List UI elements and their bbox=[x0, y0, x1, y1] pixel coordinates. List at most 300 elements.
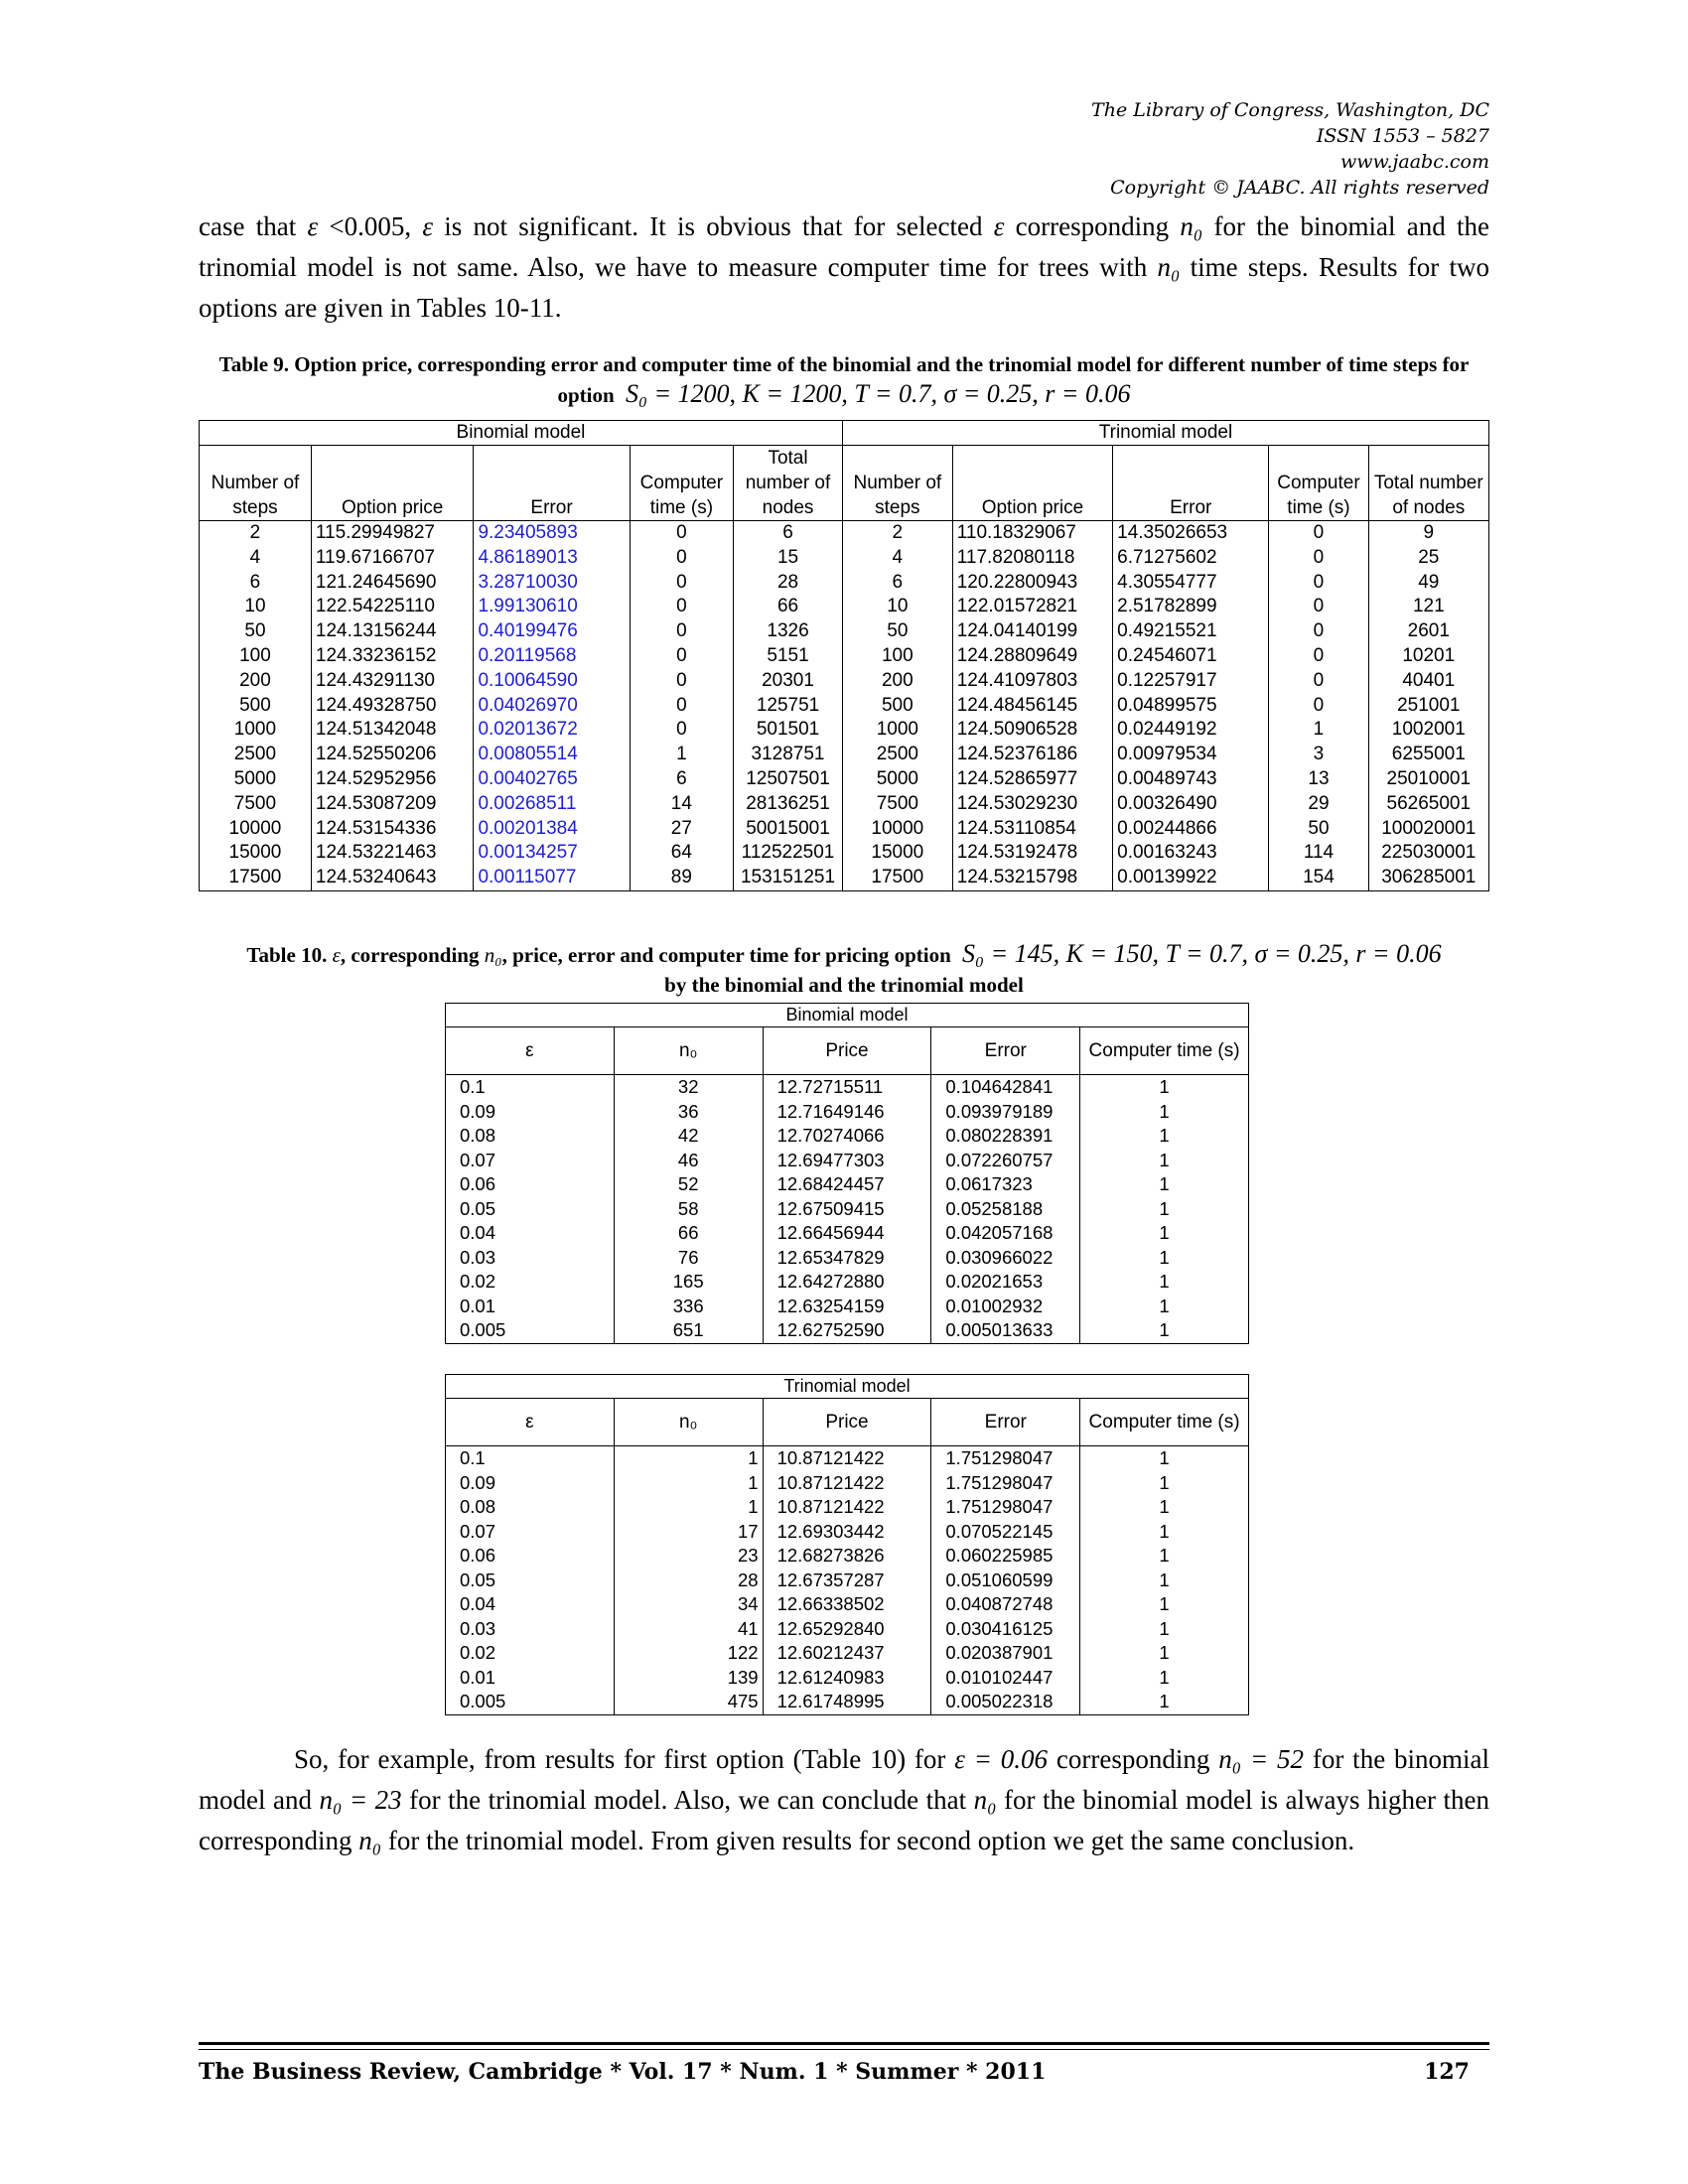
table-cell: 0.00326490 bbox=[1113, 792, 1269, 817]
text-run: for the binomial and the trinomial model is not same. Also, we have to measure computer time for trees with bbox=[199, 211, 1489, 282]
table-row bbox=[446, 1318, 1249, 1343]
table-cell: 1 bbox=[1080, 1690, 1249, 1714]
table-cell: 1 bbox=[1080, 1197, 1249, 1222]
table-cell: 0 bbox=[1269, 595, 1368, 619]
table-row bbox=[446, 1495, 1249, 1520]
table-row bbox=[200, 521, 1489, 546]
table-cell: 0.06 bbox=[446, 1172, 615, 1197]
table-cell: 0.04026970 bbox=[474, 694, 630, 719]
table-cell: 4 bbox=[842, 546, 952, 571]
table-cell: 0.03 bbox=[446, 1617, 615, 1642]
table-cell: 0.005013633 bbox=[931, 1318, 1080, 1343]
table-cell: 12.64272880 bbox=[763, 1270, 931, 1295]
table-cell: 0.060225985 bbox=[931, 1544, 1080, 1569]
table-cell: 2 bbox=[200, 521, 312, 546]
table-cell: 124.52376186 bbox=[952, 743, 1112, 767]
table9-column-header: Option price bbox=[311, 446, 474, 521]
table-row bbox=[446, 1075, 1249, 1100]
table-cell: 9.23405893 bbox=[474, 521, 630, 546]
table-cell: 1 bbox=[1080, 1446, 1249, 1471]
table-cell: 501501 bbox=[734, 718, 843, 743]
table9-column-header: Total number of nodes bbox=[1368, 446, 1488, 521]
table-cell: 12.70274066 bbox=[763, 1124, 931, 1149]
table-cell: 12.67357287 bbox=[763, 1569, 931, 1593]
table-cell: 0.070522145 bbox=[931, 1520, 1080, 1545]
table-cell: 1 bbox=[1080, 1221, 1249, 1246]
table-cell: 119.67166707 bbox=[311, 546, 474, 571]
table-cell: 27 bbox=[630, 817, 733, 842]
table-cell: 2500 bbox=[842, 743, 952, 767]
table-cell: 17500 bbox=[200, 866, 312, 890]
table-cell: 4.30554777 bbox=[1113, 571, 1269, 596]
table-cell: 15000 bbox=[842, 841, 952, 866]
table-row bbox=[446, 1100, 1249, 1125]
table-cell: 251001 bbox=[1368, 694, 1488, 719]
text-run: corresponding bbox=[1048, 1744, 1219, 1774]
table-cell: 58 bbox=[614, 1197, 763, 1222]
table-cell: 2601 bbox=[1368, 619, 1488, 644]
trinomial-column-header: Computer time (s) bbox=[1080, 1399, 1249, 1446]
footer-rule-thin bbox=[199, 2049, 1489, 2050]
table-cell: 1.99130610 bbox=[474, 595, 630, 619]
table-cell: 0.24546071 bbox=[1113, 644, 1269, 669]
table-cell: 15 bbox=[734, 546, 843, 571]
table9-group-binomial: Binomial model bbox=[200, 421, 843, 446]
table10-caption-text: , price, error and computer time for pricing option bbox=[501, 943, 951, 967]
math-n0: n₀ bbox=[1180, 211, 1203, 241]
math-inline: n₀ = 23 bbox=[319, 1785, 402, 1815]
binomial-column-header: Price bbox=[763, 1027, 931, 1075]
table-cell: 20301 bbox=[734, 669, 843, 694]
table-row bbox=[200, 644, 1489, 669]
table-cell: 1 bbox=[1080, 1592, 1249, 1617]
table-cell: 10000 bbox=[200, 817, 312, 842]
table-cell: 28 bbox=[614, 1569, 763, 1593]
header-line-3: www.jaabc.com bbox=[1339, 151, 1489, 173]
table-cell: 124.52865977 bbox=[952, 767, 1112, 792]
table-cell: 0.00268511 bbox=[474, 792, 630, 817]
table-cell: 1 bbox=[1080, 1100, 1249, 1125]
table-cell: 139 bbox=[614, 1666, 763, 1691]
table-cell: 0.04 bbox=[446, 1592, 615, 1617]
table-cell: 0.1 bbox=[446, 1075, 615, 1100]
table-cell: 0 bbox=[630, 694, 733, 719]
table-cell: 0 bbox=[630, 546, 733, 571]
table-cell: 12.62752590 bbox=[763, 1318, 931, 1343]
table-row bbox=[446, 1149, 1249, 1173]
trinomial-column-header: Price bbox=[763, 1399, 931, 1446]
table10-caption-line2: by the binomial and the trinomial model bbox=[664, 973, 1024, 997]
table-cell: 124.41097803 bbox=[952, 669, 1112, 694]
table-cell: 14.35026653 bbox=[1113, 521, 1269, 546]
math-inline: n₀ bbox=[358, 1826, 382, 1855]
table-cell: 34 bbox=[614, 1592, 763, 1617]
table-cell: 124.28809649 bbox=[952, 644, 1112, 669]
table-cell: 124.53215798 bbox=[952, 866, 1112, 890]
table-cell: 100020001 bbox=[1368, 817, 1488, 842]
table-cell: 89 bbox=[630, 866, 733, 890]
table-row bbox=[446, 1446, 1249, 1471]
table10-caption-text: , corresponding bbox=[340, 943, 480, 967]
table-cell: 13 bbox=[1269, 767, 1368, 792]
table-cell: 12.72715511 bbox=[763, 1075, 931, 1100]
table-cell: 306285001 bbox=[1368, 866, 1488, 890]
table-cell: 1 bbox=[1080, 1246, 1249, 1271]
table-cell: 9 bbox=[1368, 521, 1488, 546]
table-cell: 29 bbox=[1269, 792, 1368, 817]
table-cell: 1 bbox=[1080, 1172, 1249, 1197]
table-row bbox=[446, 1221, 1249, 1246]
table-cell: 41 bbox=[614, 1617, 763, 1642]
table9-column-header: Option price bbox=[952, 446, 1112, 521]
table-cell: 110.18329067 bbox=[952, 521, 1112, 546]
table-cell: 14 bbox=[630, 792, 733, 817]
table-cell: 6 bbox=[842, 571, 952, 596]
table-cell: 0.12257917 bbox=[1113, 669, 1269, 694]
math-n0: n₀ bbox=[484, 943, 502, 967]
table-cell: 1 bbox=[614, 1471, 763, 1496]
table-cell: 49 bbox=[1368, 571, 1488, 596]
table-cell: 66 bbox=[734, 595, 843, 619]
table-cell: 1 bbox=[1080, 1270, 1249, 1295]
math-epsilon: ε bbox=[993, 211, 1005, 241]
table-cell: 2500 bbox=[200, 743, 312, 767]
table-cell: 4.86189013 bbox=[474, 546, 630, 571]
table-cell: 124.43291130 bbox=[311, 669, 474, 694]
text-run: So, for example, from results for first option (Table 10) for bbox=[294, 1744, 955, 1774]
table-cell: 0.10064590 bbox=[474, 669, 630, 694]
binomial-model-title: Binomial model bbox=[446, 1004, 1249, 1027]
table-cell: 0 bbox=[630, 571, 733, 596]
table-cell: 3128751 bbox=[734, 743, 843, 767]
table9-column-header: Error bbox=[1113, 446, 1269, 521]
header-line-2: ISSN 1553 – 5827 bbox=[1316, 125, 1489, 147]
table-cell: 17500 bbox=[842, 866, 952, 890]
table-cell: 500 bbox=[842, 694, 952, 719]
table-cell: 6 bbox=[200, 571, 312, 596]
table-cell: 121 bbox=[1368, 595, 1488, 619]
table9-caption bbox=[199, 349, 1489, 410]
table-row bbox=[446, 1592, 1249, 1617]
table-row bbox=[446, 1172, 1249, 1197]
table-cell: 200 bbox=[200, 669, 312, 694]
table-cell: 0.02021653 bbox=[931, 1270, 1080, 1295]
table10-caption-label: Table 10. bbox=[246, 943, 328, 967]
table-cell: 0.00805514 bbox=[474, 743, 630, 767]
table-cell: 124.53087209 bbox=[311, 792, 474, 817]
table10-formula: S₀ = 145, K = 150, T = 0.7, σ = 0.25, r = 0.06 bbox=[962, 939, 1442, 968]
table-cell: 112522501 bbox=[734, 841, 843, 866]
table-cell: 12.68273826 bbox=[763, 1544, 931, 1569]
table-cell: 124.51342048 bbox=[311, 718, 474, 743]
table-cell: 1 bbox=[1080, 1295, 1249, 1319]
table-cell: 1 bbox=[1080, 1641, 1249, 1666]
table-cell: 50015001 bbox=[734, 817, 843, 842]
table-cell: 124.52550206 bbox=[311, 743, 474, 767]
table-cell: 0.08 bbox=[446, 1495, 615, 1520]
table-cell: 0.00979534 bbox=[1113, 743, 1269, 767]
table-cell: 0 bbox=[1269, 644, 1368, 669]
table-cell: 124.53029230 bbox=[952, 792, 1112, 817]
table-cell: 3.28710030 bbox=[474, 571, 630, 596]
table-row bbox=[446, 1295, 1249, 1319]
table-cell: 0.02013672 bbox=[474, 718, 630, 743]
table-cell: 0.02449192 bbox=[1113, 718, 1269, 743]
table9-column-header: Computer time (s) bbox=[1269, 446, 1368, 521]
text-run: corresponding bbox=[1004, 211, 1181, 241]
header-line-4: Copyright © JAABC. All rights reserved bbox=[1110, 177, 1489, 199]
text-run: for the binomial model and bbox=[199, 1744, 1490, 1815]
table-row bbox=[446, 1617, 1249, 1642]
table-cell: 100 bbox=[842, 644, 952, 669]
table-cell: 0 bbox=[1269, 546, 1368, 571]
table-cell: 0.09 bbox=[446, 1100, 615, 1125]
table-cell: 1 bbox=[1080, 1124, 1249, 1149]
table-row bbox=[446, 1246, 1249, 1271]
table-cell: 124.48456145 bbox=[952, 694, 1112, 719]
table-cell: 0.00163243 bbox=[1113, 841, 1269, 866]
table-cell: 122.01572821 bbox=[952, 595, 1112, 619]
page-footer bbox=[199, 2059, 1489, 2085]
table-cell: 10201 bbox=[1368, 644, 1488, 669]
table-cell: 10.87121422 bbox=[763, 1495, 931, 1520]
table-cell: 0.042057168 bbox=[931, 1221, 1080, 1246]
trinomial-column-header: Error bbox=[931, 1399, 1080, 1446]
table-cell: 0.01 bbox=[446, 1295, 615, 1319]
table-cell: 1 bbox=[1080, 1149, 1249, 1173]
table-cell: 124.50906528 bbox=[952, 718, 1112, 743]
table-cell: 500 bbox=[200, 694, 312, 719]
table-cell: 0.005 bbox=[446, 1690, 615, 1714]
table-cell: 0.05 bbox=[446, 1569, 615, 1593]
table-cell: 1 bbox=[614, 1446, 763, 1471]
table-cell: 0 bbox=[630, 644, 733, 669]
paragraph-conclusion bbox=[199, 1739, 1489, 1861]
table-cell: 23 bbox=[614, 1544, 763, 1569]
table-row bbox=[200, 669, 1489, 694]
table-cell: 64 bbox=[630, 841, 733, 866]
table-cell: 7500 bbox=[842, 792, 952, 817]
table-cell: 0 bbox=[630, 669, 733, 694]
table-row bbox=[200, 841, 1489, 866]
table-cell: 0.04 bbox=[446, 1221, 615, 1246]
table-cell: 0.05258188 bbox=[931, 1197, 1080, 1222]
table-cell: 0 bbox=[630, 521, 733, 546]
table-cell: 17 bbox=[614, 1520, 763, 1545]
table-cell: 0.00134257 bbox=[474, 841, 630, 866]
table-cell: 124.04140199 bbox=[952, 619, 1112, 644]
table-cell: 153151251 bbox=[734, 866, 843, 890]
table-cell: 0.00139922 bbox=[1113, 866, 1269, 890]
table-cell: 12.63254159 bbox=[763, 1295, 931, 1319]
table-cell: 0.040872748 bbox=[931, 1592, 1080, 1617]
binomial-column-header: Computer time (s) bbox=[1080, 1027, 1249, 1075]
table-row bbox=[200, 619, 1489, 644]
header-line-1: The Library of Congress, Washington, DC bbox=[1091, 99, 1489, 121]
table-cell: 1 bbox=[1080, 1544, 1249, 1569]
table-cell: 12.61748995 bbox=[763, 1690, 931, 1714]
table-cell: 0 bbox=[1269, 521, 1368, 546]
journal-header bbox=[1091, 97, 1489, 201]
table-cell: 12.68424457 bbox=[763, 1172, 931, 1197]
table-row bbox=[200, 595, 1489, 619]
table-cell: 50 bbox=[842, 619, 952, 644]
text-run: is not significant. It is obvious that for selected bbox=[433, 211, 994, 241]
table-cell: 3 bbox=[1269, 743, 1368, 767]
table-cell: 1002001 bbox=[1368, 718, 1488, 743]
table-cell: 0 bbox=[1269, 571, 1368, 596]
table10-caption bbox=[199, 939, 1489, 1000]
math-epsilon: ε bbox=[332, 943, 341, 967]
table-row bbox=[200, 694, 1489, 719]
table9-column-header: Total number of nodes bbox=[734, 446, 843, 521]
table-cell: 651 bbox=[614, 1318, 763, 1343]
table-cell: 12507501 bbox=[734, 767, 843, 792]
table-cell: 0.051060599 bbox=[931, 1569, 1080, 1593]
table-cell: 1.751298047 bbox=[931, 1471, 1080, 1496]
table9-column-header: Computer time (s) bbox=[630, 446, 733, 521]
table-cell: 42 bbox=[614, 1124, 763, 1149]
table-cell: 25 bbox=[1368, 546, 1488, 571]
table-cell: 1 bbox=[1080, 1520, 1249, 1545]
table-cell: 124.53192478 bbox=[952, 841, 1112, 866]
table-cell: 1 bbox=[630, 743, 733, 767]
table-cell: 0 bbox=[1269, 694, 1368, 719]
table-cell: 1000 bbox=[200, 718, 312, 743]
table-cell: 6 bbox=[630, 767, 733, 792]
table-cell: 0.020387901 bbox=[931, 1641, 1080, 1666]
paragraph-intro bbox=[199, 206, 1489, 329]
table-cell: 10 bbox=[200, 595, 312, 619]
table9-column-header: Number of steps bbox=[842, 446, 952, 521]
table-cell: 1 bbox=[1080, 1318, 1249, 1343]
page-number: 127 bbox=[1424, 2059, 1470, 2085]
table-cell: 5151 bbox=[734, 644, 843, 669]
table-row bbox=[200, 792, 1489, 817]
table-cell: 0 bbox=[630, 595, 733, 619]
trinomial-column-header: n₀ bbox=[614, 1399, 763, 1446]
table-cell: 10 bbox=[842, 595, 952, 619]
table-cell: 28 bbox=[734, 571, 843, 596]
table-cell: 336 bbox=[614, 1295, 763, 1319]
table-row bbox=[200, 866, 1489, 890]
table-cell: 0.05 bbox=[446, 1197, 615, 1222]
table-cell: 0.093979189 bbox=[931, 1100, 1080, 1125]
table-cell: 0.08 bbox=[446, 1124, 615, 1149]
table-cell: 120.22800943 bbox=[952, 571, 1112, 596]
table-cell: 475 bbox=[614, 1690, 763, 1714]
table-row bbox=[200, 546, 1489, 571]
table-cell: 12.67509415 bbox=[763, 1197, 931, 1222]
table10-binomial bbox=[445, 1003, 1249, 1344]
table-cell: 32 bbox=[614, 1075, 763, 1100]
table-cell: 0.20119568 bbox=[474, 644, 630, 669]
text-run: for the binomial model is always higher then corresponding bbox=[199, 1785, 1489, 1855]
math-epsilon: ε bbox=[307, 211, 319, 241]
table-cell: 122 bbox=[614, 1641, 763, 1666]
table-row bbox=[200, 718, 1489, 743]
table-cell: 1 bbox=[1080, 1075, 1249, 1100]
table-cell: 1 bbox=[1080, 1495, 1249, 1520]
table-cell: 15000 bbox=[200, 841, 312, 866]
table9-column-header: Error bbox=[474, 446, 630, 521]
table10-trinomial bbox=[445, 1374, 1249, 1715]
table-cell: 6.71275602 bbox=[1113, 546, 1269, 571]
table-cell: 122.54225110 bbox=[311, 595, 474, 619]
table-cell: 0.07 bbox=[446, 1149, 615, 1173]
text-run: for the trinomial model. Also, we can conclude that bbox=[401, 1785, 974, 1815]
table-cell: 117.82080118 bbox=[952, 546, 1112, 571]
table-cell: 10.87121422 bbox=[763, 1446, 931, 1471]
table-cell: 0.00115077 bbox=[474, 866, 630, 890]
trinomial-model-title: Trinomial model bbox=[446, 1375, 1249, 1399]
table-cell: 125751 bbox=[734, 694, 843, 719]
table-row bbox=[446, 1197, 1249, 1222]
binomial-column-header: n₀ bbox=[614, 1027, 763, 1075]
table-cell: 36 bbox=[614, 1100, 763, 1125]
table-cell: 124.49328750 bbox=[311, 694, 474, 719]
table-cell: 46 bbox=[614, 1149, 763, 1173]
table-cell: 66 bbox=[614, 1221, 763, 1246]
table-cell: 100 bbox=[200, 644, 312, 669]
table-cell: 0.080228391 bbox=[931, 1124, 1080, 1149]
table-cell: 12.69477303 bbox=[763, 1149, 931, 1173]
table-cell: 0.005022318 bbox=[931, 1690, 1080, 1714]
table-cell: 6 bbox=[734, 521, 843, 546]
table-row bbox=[200, 743, 1489, 767]
table-row bbox=[446, 1569, 1249, 1593]
table-cell: 0.00489743 bbox=[1113, 767, 1269, 792]
table-cell: 124.53110854 bbox=[952, 817, 1112, 842]
table-cell: 12.60212437 bbox=[763, 1641, 931, 1666]
table-cell: 0.03 bbox=[446, 1246, 615, 1271]
table-cell: 52 bbox=[614, 1172, 763, 1197]
table-cell: 10.87121422 bbox=[763, 1471, 931, 1496]
table-cell: 50 bbox=[200, 619, 312, 644]
table-cell: 1326 bbox=[734, 619, 843, 644]
table-cell: 1 bbox=[614, 1495, 763, 1520]
table-cell: 0.00201384 bbox=[474, 817, 630, 842]
table-cell: 124.53154336 bbox=[311, 817, 474, 842]
math-inline: n₀ bbox=[973, 1785, 997, 1815]
table-row bbox=[446, 1690, 1249, 1714]
table-cell: 10000 bbox=[842, 817, 952, 842]
math-n0: n₀ bbox=[1157, 252, 1181, 282]
table-cell: 6255001 bbox=[1368, 743, 1488, 767]
table-cell: 2.51782899 bbox=[1113, 595, 1269, 619]
table-cell: 154 bbox=[1269, 866, 1368, 890]
table-row bbox=[446, 1471, 1249, 1496]
table-cell: 0.030966022 bbox=[931, 1246, 1080, 1271]
table-cell: 50 bbox=[1269, 817, 1368, 842]
table-cell: 76 bbox=[614, 1246, 763, 1271]
table-cell: 0.0617323 bbox=[931, 1172, 1080, 1197]
table-cell: 0 bbox=[1269, 619, 1368, 644]
table-row bbox=[446, 1641, 1249, 1666]
table-cell: 121.24645690 bbox=[311, 571, 474, 596]
table-row bbox=[446, 1544, 1249, 1569]
math-inline: n₀ = 52 bbox=[1218, 1744, 1305, 1774]
table-cell: 12.69303442 bbox=[763, 1520, 931, 1545]
table-cell: 12.66456944 bbox=[763, 1221, 931, 1246]
table-cell: 1 bbox=[1269, 718, 1368, 743]
table-cell: 0 bbox=[630, 619, 733, 644]
table9-column-header: Number of steps bbox=[200, 446, 312, 521]
table-cell: 12.65347829 bbox=[763, 1246, 931, 1271]
table-cell: 0.030416125 bbox=[931, 1617, 1080, 1642]
text-run: <0.005, bbox=[318, 211, 423, 241]
table-cell: 165 bbox=[614, 1270, 763, 1295]
